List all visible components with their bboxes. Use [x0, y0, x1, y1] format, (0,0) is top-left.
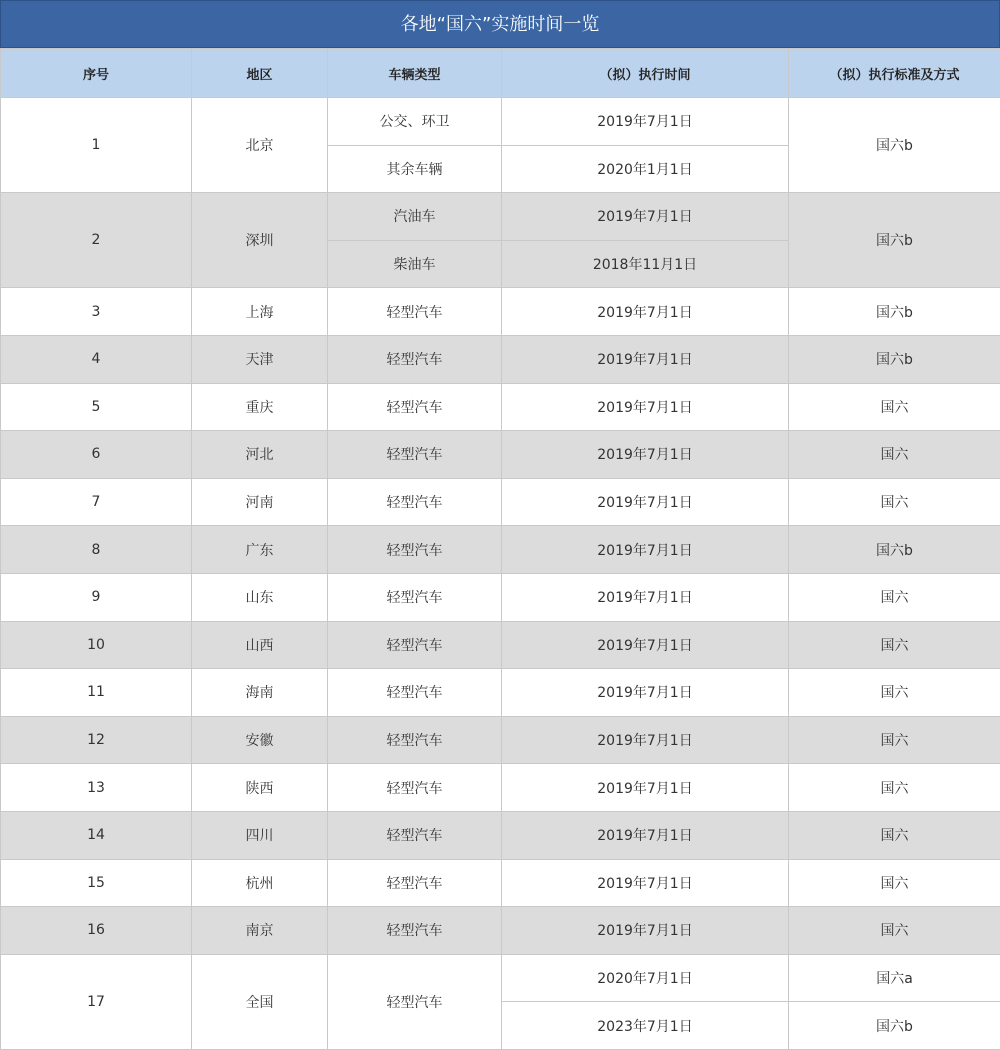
table-row [1, 954, 1000, 1002]
cell-region: 重庆 [192, 383, 328, 431]
cell-no: 2 [1, 193, 192, 288]
cell-vehicle-type: 公交、环卫 [328, 98, 502, 146]
cell-region: 全国 [192, 954, 328, 1049]
cell-standard: 国六 [789, 907, 1000, 955]
table-row [1, 907, 1000, 955]
cell-no: 1 [1, 98, 192, 193]
cell-date: 2020年7月1日 [502, 954, 789, 1002]
cell-date: 2019年7月1日 [502, 859, 789, 907]
header-standard: （拟）执行标准及方式 [789, 49, 1000, 98]
cell-vehicle-type: 轻型汽车 [328, 859, 502, 907]
cell-vehicle-type: 轻型汽车 [328, 335, 502, 383]
cell-standard: 国六b [789, 193, 1000, 288]
table-row [1, 193, 1000, 241]
cell-vehicle-type: 轻型汽车 [328, 288, 502, 336]
cell-standard: 国六 [789, 573, 1000, 621]
cell-standard: 国六b [789, 98, 1000, 193]
cell-standard: 国六 [789, 811, 1000, 859]
table-row [1, 621, 1000, 669]
cell-no: 17 [1, 954, 192, 1049]
cell-no: 9 [1, 573, 192, 621]
table-row [1, 811, 1000, 859]
cell-date: 2020年1月1日 [502, 145, 789, 193]
table-body [1, 98, 1000, 1050]
cell-date: 2019年7月1日 [502, 764, 789, 812]
cell-no: 13 [1, 764, 192, 812]
cell-date: 2019年7月1日 [502, 573, 789, 621]
cell-date: 2019年7月1日 [502, 193, 789, 241]
cell-region: 陕西 [192, 764, 328, 812]
table-row [1, 526, 1000, 574]
cell-no: 5 [1, 383, 192, 431]
table-row [1, 431, 1000, 479]
cell-no: 6 [1, 431, 192, 479]
cell-no: 12 [1, 716, 192, 764]
cell-vehicle-type: 轻型汽车 [328, 478, 502, 526]
cell-no: 10 [1, 621, 192, 669]
cell-vehicle-type: 其余车辆 [328, 145, 502, 193]
header-vehicle-type: 车辆类型 [328, 49, 502, 98]
cell-date: 2019年7月1日 [502, 621, 789, 669]
cell-region: 天津 [192, 335, 328, 383]
cell-no: 8 [1, 526, 192, 574]
table-row [1, 288, 1000, 336]
cell-no: 3 [1, 288, 192, 336]
cell-date: 2019年7月1日 [502, 98, 789, 146]
cell-date: 2019年7月1日 [502, 526, 789, 574]
cell-no: 7 [1, 478, 192, 526]
cell-date: 2019年7月1日 [502, 478, 789, 526]
cell-no: 11 [1, 669, 192, 717]
cell-standard: 国六 [789, 859, 1000, 907]
cell-standard: 国六 [789, 383, 1000, 431]
cell-vehicle-type: 汽油车 [328, 193, 502, 241]
cell-region: 四川 [192, 811, 328, 859]
header-date: （拟）执行时间 [502, 49, 789, 98]
cell-date: 2018年11月1日 [502, 240, 789, 288]
table-header [1, 49, 1000, 98]
cell-standard: 国六 [789, 621, 1000, 669]
cell-standard: 国六b [789, 288, 1000, 336]
cell-region: 海南 [192, 669, 328, 717]
cell-vehicle-type: 轻型汽车 [328, 954, 502, 1049]
header-region: 地区 [192, 49, 328, 98]
cell-date: 2023年7月1日 [502, 1002, 789, 1050]
cell-vehicle-type: 轻型汽车 [328, 621, 502, 669]
cell-vehicle-type: 轻型汽车 [328, 383, 502, 431]
cell-date: 2019年7月1日 [502, 907, 789, 955]
cell-date: 2019年7月1日 [502, 669, 789, 717]
cell-no: 16 [1, 907, 192, 955]
cell-no: 4 [1, 335, 192, 383]
cell-no: 14 [1, 811, 192, 859]
cell-date: 2019年7月1日 [502, 288, 789, 336]
cell-no: 15 [1, 859, 192, 907]
cell-standard: 国六 [789, 764, 1000, 812]
cell-vehicle-type: 轻型汽车 [328, 573, 502, 621]
cell-region: 深圳 [192, 193, 328, 288]
header-no: 序号 [1, 49, 192, 98]
cell-standard: 国六 [789, 478, 1000, 526]
cell-standard: 国六b [789, 335, 1000, 383]
cell-date: 2019年7月1日 [502, 383, 789, 431]
table-row [1, 859, 1000, 907]
cell-region: 山西 [192, 621, 328, 669]
cell-vehicle-type: 轻型汽车 [328, 431, 502, 479]
cell-date: 2019年7月1日 [502, 716, 789, 764]
cell-region: 河北 [192, 431, 328, 479]
table-row [1, 478, 1000, 526]
cell-vehicle-type: 轻型汽车 [328, 669, 502, 717]
cell-region: 安徽 [192, 716, 328, 764]
table-row [1, 98, 1000, 146]
cell-date: 2019年7月1日 [502, 335, 789, 383]
cell-region: 山东 [192, 573, 328, 621]
cell-region: 杭州 [192, 859, 328, 907]
cell-standard: 国六b [789, 1002, 1000, 1050]
cell-region: 河南 [192, 478, 328, 526]
table-row [1, 383, 1000, 431]
cell-date: 2019年7月1日 [502, 431, 789, 479]
table-row [1, 573, 1000, 621]
table-row [1, 335, 1000, 383]
cell-standard: 国六 [789, 431, 1000, 479]
cell-standard: 国六a [789, 954, 1000, 1002]
cell-standard: 国六 [789, 669, 1000, 717]
cell-vehicle-type: 轻型汽车 [328, 811, 502, 859]
table-row [1, 669, 1000, 717]
cell-date: 2019年7月1日 [502, 811, 789, 859]
cell-vehicle-type: 轻型汽车 [328, 764, 502, 812]
cell-vehicle-type: 轻型汽车 [328, 716, 502, 764]
cell-vehicle-type: 轻型汽车 [328, 526, 502, 574]
table-row [1, 764, 1000, 812]
cell-region: 上海 [192, 288, 328, 336]
cell-region: 广东 [192, 526, 328, 574]
header-row [1, 49, 1000, 98]
cell-vehicle-type: 轻型汽车 [328, 907, 502, 955]
cell-standard: 国六 [789, 716, 1000, 764]
cell-region: 南京 [192, 907, 328, 955]
implementation-table [0, 48, 1000, 1050]
cell-region: 北京 [192, 98, 328, 193]
cell-vehicle-type: 柴油车 [328, 240, 502, 288]
table-row [1, 716, 1000, 764]
cell-standard: 国六b [789, 526, 1000, 574]
table-title: 各地“国六”实施时间一览 [0, 0, 1000, 48]
